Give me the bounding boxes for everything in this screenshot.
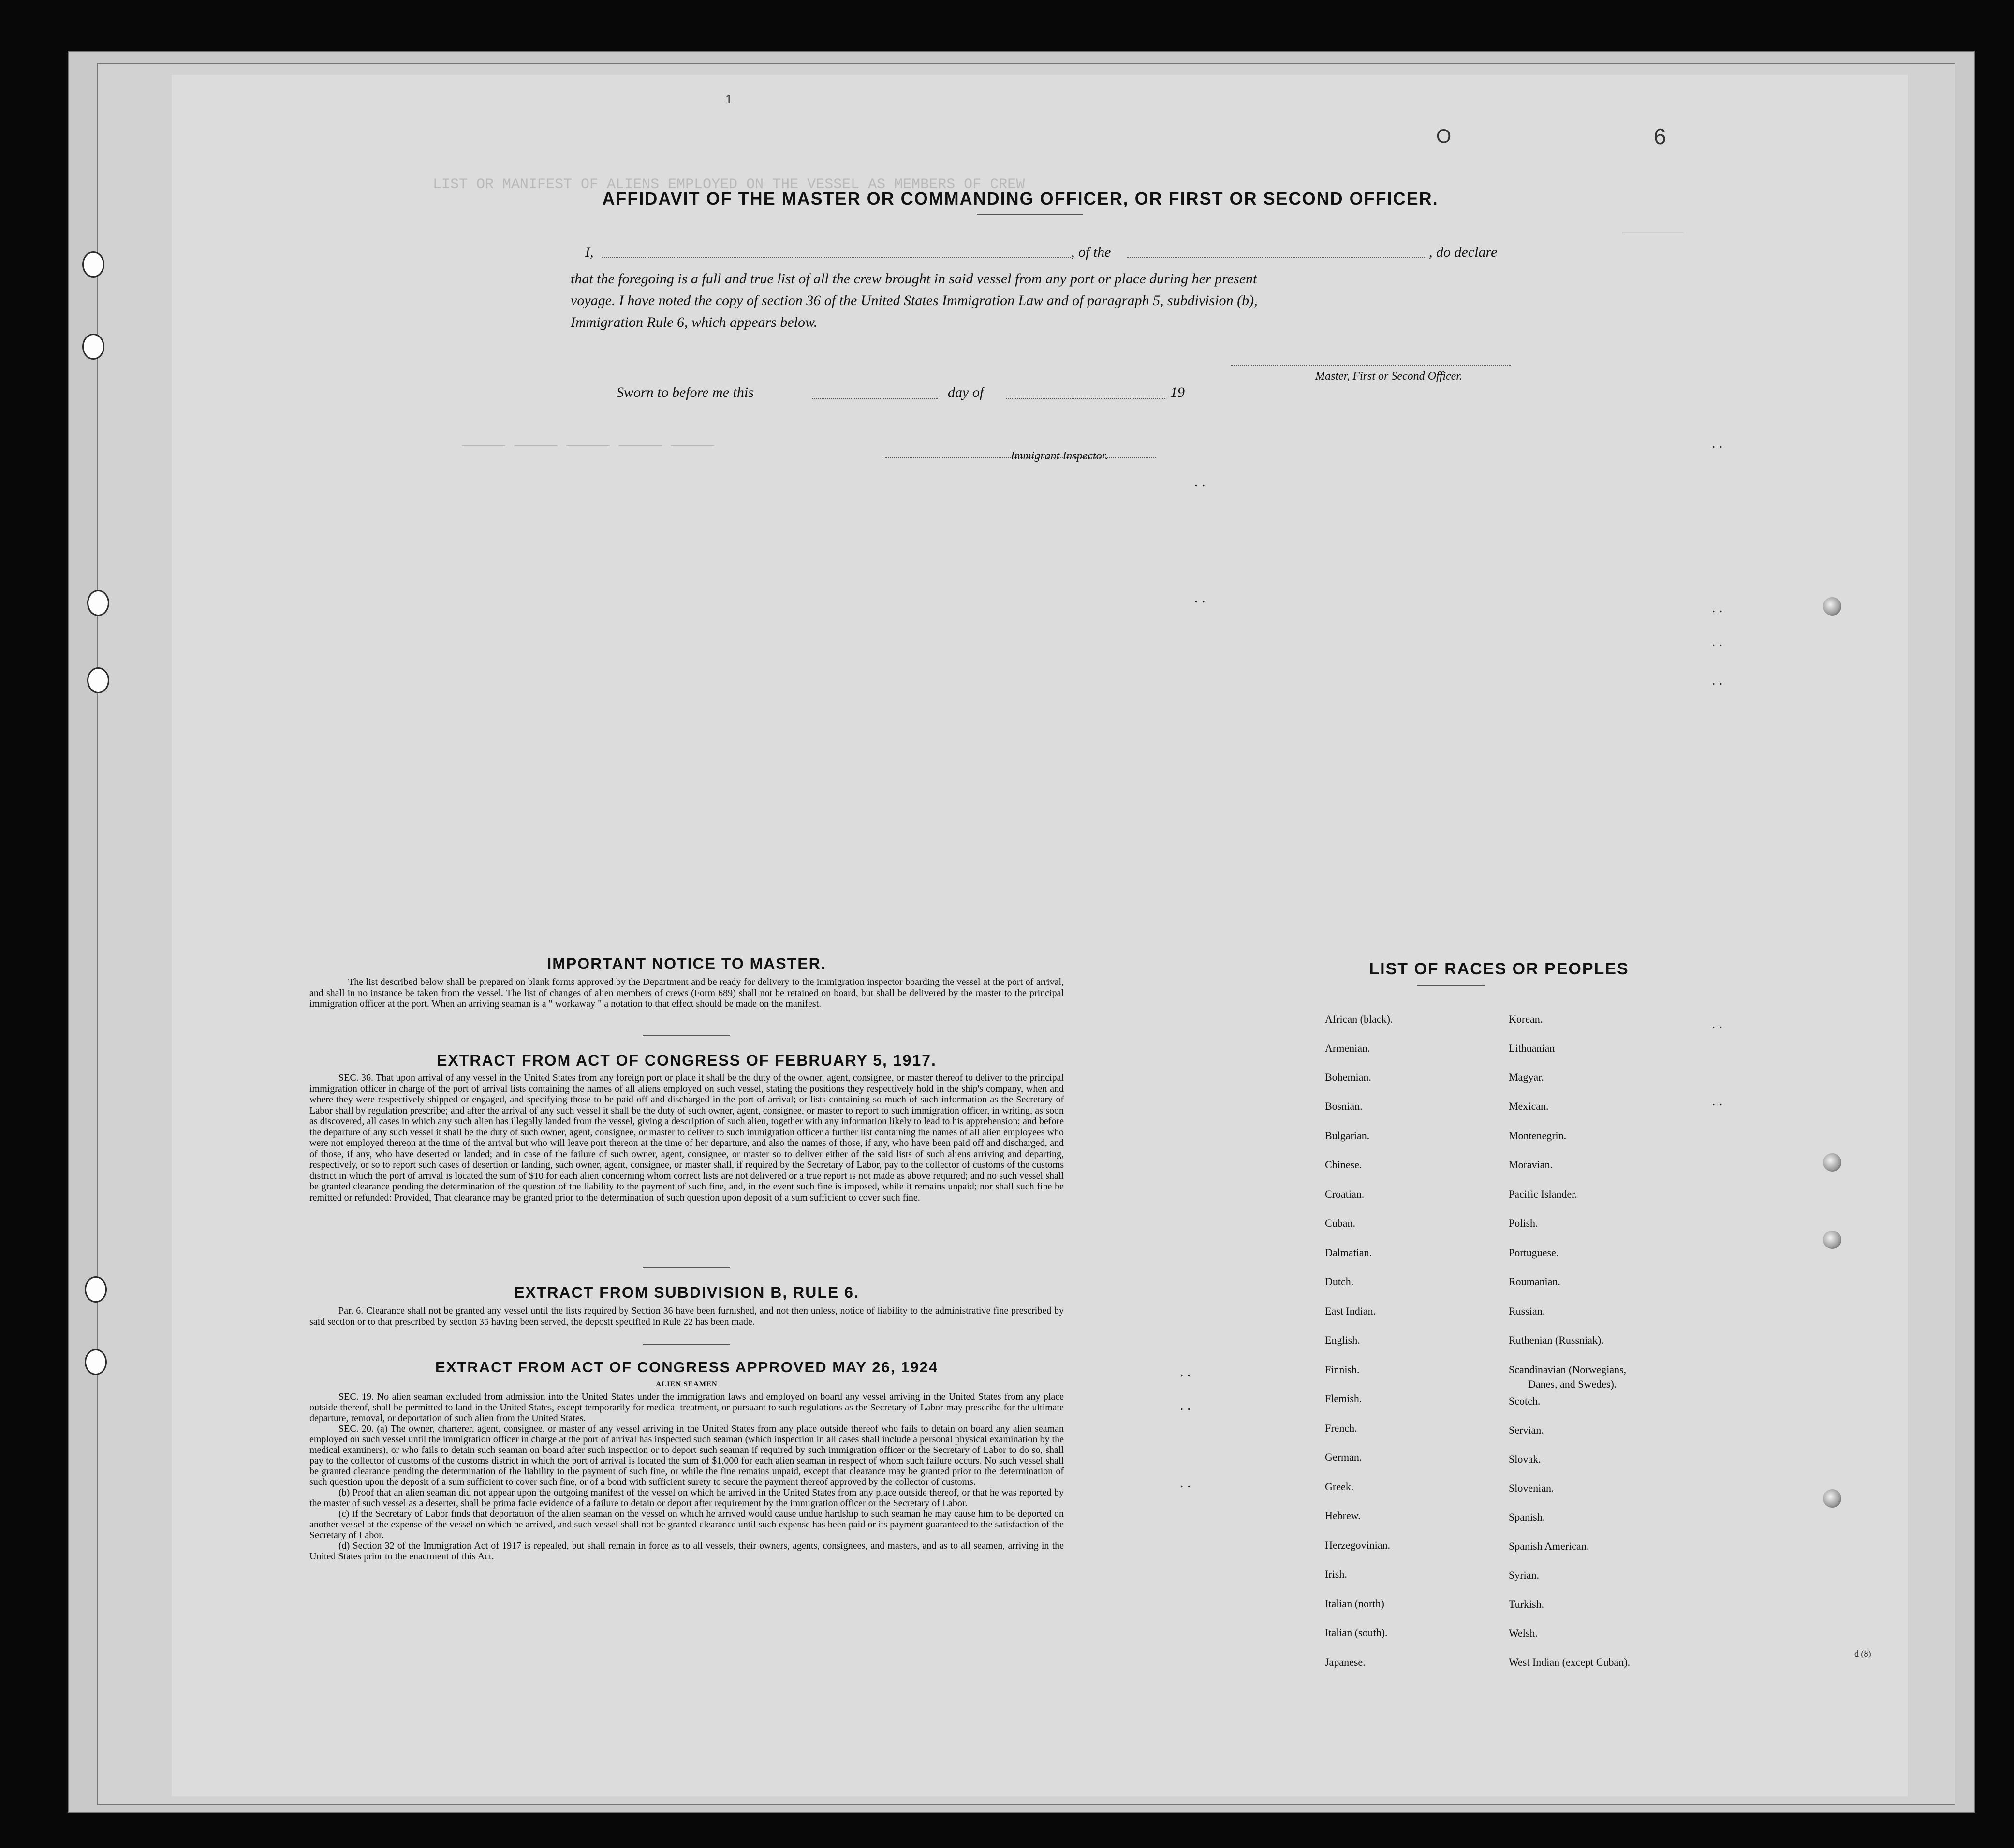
extract-1924-body [309,1392,1064,1562]
race-left: Finnish. [1325,1364,1360,1376]
binder-hole [85,1349,107,1375]
binder-hole [87,667,109,693]
notice-body: The list described below shall be prepared on blank forms approved by the Department and be ready for delivery to the immigration inspector boarding the vessel at the port of arrival, and shall in no instance be taken from the vessel. The list of changes of alien members of crews (Form 689) shall not be retained on board, but shall be delivered by the master to the principal immigration officer at the port. When an arriving seaman is a " workaway " a notation to that effect should be made on the manifest. [309,977,1064,1009]
race-left: French. [1325,1422,1357,1434]
race-right: Spanish. [1509,1511,1545,1523]
race-left: African (black). [1325,1013,1393,1025]
divider [643,1267,730,1268]
divider [977,214,1083,215]
race-right: Welsh. [1509,1627,1538,1639]
sec-19: SEC. 19. No alien seaman excluded from admission into the United States under the immigration laws and employed on board any vessel arriving in the United States from any place outside thereof, shall be permitted to land in the United States, except temporarily for medical treatment, or pursuant to such regulations as the Secretary of Labor may prescribe for the ultimate departure, removal, or deportation of such alien from the United States. [309,1392,1064,1423]
race-right: Moravian. [1509,1159,1553,1171]
divider [1417,985,1485,986]
extract-1917-title: EXTRACT FROM ACT OF CONGRESS OF FEBRUARY 5, 1917. [437,1052,937,1069]
bleed-through-text: LIST OR MANIFEST OF ALIENS EMPLOYED ON THE VESSEL AS MEMBERS OF CREW [433,176,1025,193]
binder-hole [85,1276,107,1303]
race-left: East Indian. [1325,1305,1376,1317]
tick-dots: . . [1194,590,1205,606]
extract-1917-body: SEC. 36. That upon arrival of any vessel in the United States from any foreign port or place it shall be the duty of the owner, agent, consignee, or master thereof to deliver to the principal immigration officer in charge of the port of arrival lists containing the names of all aliens employed on such vessel, stating the positions they respectively hold in the ship's company, when and where they were respectively shipped or engaged, and specifying those to be paid off and discharged in the port of arrival; or lists containing so much of such information as the Secretary of Labor shall by regulation prescribe; and after the arrival of any such vessel it shall be the duty of such owner, agent, consignee, or master to report to such immigration officer, in writing, as soon as discovered, all cases in which any such alien has illegally landed from the vessel, giving a description of such alien, together with any information likely to lead to his apprehension; and before the departure of any such vessel it shall be the duty of such owner, agent, consignee, or master to deliver to such immigration officer a further list containing the names of all alien employees who were not employed thereon at the time of the arrival but who will leave port thereon at the time of her departure, and also the names of those, if any, who have been paid off and discharged, and of those, if any, who have deserted or landed; and in case of the failure of such owner, agent, consignee, or master so to deliver either of the said lists of such aliens arriving and departing, respectively, or so to report such cases of desertion or landing, such owner, agent, consignee, or master shall, if required by the Secretary of Labor, pay to the collector of customs of the customs district in which the port of arrival is located the sum of $10 for each alien concerning whom correct lists are not delivered or a true report is not made as above required; and no such vessel shall be granted clearance pending the determination of the question of the liability to the payment of such fine, and, in the event such fine is imposed, while it remains unpaid; nor shall such fine be remitted or refunded: Provided, That clearance may be granted prior to the determination of such question upon deposit of a sum sufficient to cover such fine. [309,1072,1064,1203]
race-right: Portuguese. [1509,1247,1559,1259]
race-left: Hebrew. [1325,1510,1361,1522]
race-left: Bosnian. [1325,1100,1363,1112]
race-left: Dalmatian. [1325,1247,1372,1259]
affidavit-line2: that the foregoing is a full and true list of all the crew brought in said vessel from any port or place during her present [571,271,1257,287]
bottom-right-mark: d (8) [1854,1649,1871,1658]
affidavit-declare: , do declare [1429,244,1498,260]
affidavit-line3: voyage. I have noted the copy of section 36 of the United States Immigration Law and of paragraph 5, subdivision (b), [571,293,1258,308]
race-right: Turkish. [1509,1598,1544,1610]
binder-hole [82,251,104,278]
sec-20a: SEC. 20. (a) The owner, charterer, agent, consignee, or master of any vessel arriving in the United States from any place outside thereof who fails to detain on board any alien seaman employed on such vessel until the immigration officer in charge at the port of arrival has inspected such seaman (which inspection in all cases shall include a personal physical examination by the medical examiners), or who fails to detain such seaman on board after such inspection or to deport such seaman if required by such immigration officer or the Secretary of Labor to do so, shall pay to the collector of customs of the customs district in which the port of arrival is located the sum of $1,000 for each alien seaman in respect of whom such failure occurs. No such vessel shall be granted clearance pending the determination of the liability to the payment of such fine, or while the fine remains unpaid, except that clearance may be granted prior to the determination of such question upon the deposit of a sum sufficient to cover such fine, or of a bond with sufficient surety to secure the payment thereof approved by the collector of customs. [309,1423,1064,1487]
page-number-mark: 6 [1654,124,1666,149]
year-text: 19 [1170,384,1185,400]
race-right: Ruthenian (Russniak). [1509,1334,1604,1346]
race-left: Japanese. [1325,1656,1366,1668]
affidavit-i: I, [585,244,594,260]
race-right: Korean. [1509,1013,1543,1025]
race-left: Herzegovinian. [1325,1539,1390,1551]
extract-1924-subtitle: ALIEN SEAMEN [656,1380,718,1388]
tick-dots: . . [1712,633,1723,649]
race-left: Dutch. [1325,1276,1354,1288]
race-right: Scandinavian (Norwegians, [1509,1364,1627,1376]
race-right: Servian. [1509,1424,1544,1436]
sworn-text: Sworn to before me this [617,384,754,400]
race-left: German. [1325,1451,1362,1463]
left-edge-mark: 1 [725,92,733,106]
race-left: English. [1325,1334,1360,1346]
inspector-label: Immigrant Inspector. [1011,450,1108,462]
tick-dots: . . [1194,474,1205,490]
name-blank [602,257,1071,258]
binder-hole [1823,1489,1841,1508]
sec-20b: (b) Proof that an alien seaman did not appear upon the outgoing manifest of the vessel on which he arrived in the United States from any place outside thereof, or that he was reported by the master of such vessel as a deserter, shall be prima facie evidence of a failure to detain or deport after requirement by the immigration officer or the Secretary of Labor. [309,1487,1064,1509]
binder-hole [87,590,109,616]
tick-dots: . . [1180,1364,1191,1379]
race-right: Montenegrin. [1509,1129,1567,1142]
race-right: West Indian (except Cuban). [1509,1656,1631,1668]
tick-dots: . . [1712,1093,1723,1109]
race-right: Danes, and Swedes). [1528,1378,1617,1390]
race-left: Armenian. [1325,1042,1370,1054]
binder-hole [1823,597,1841,616]
race-left: Bohemian. [1325,1071,1371,1083]
race-left: Bulgarian. [1325,1129,1370,1142]
divider [643,1035,730,1036]
tick-dots: . . [1712,672,1723,688]
master-signature-line [1231,365,1511,366]
extract-rule6-title: EXTRACT FROM SUBDIVISION B, RULE 6. [514,1284,859,1301]
race-right: Spanish American. [1509,1540,1589,1552]
race-right: Syrian. [1509,1569,1539,1581]
race-right: Lithuanian [1509,1042,1555,1054]
races-title: LIST OF RACES OR PEOPLES [1369,960,1629,978]
race-left: Chinese. [1325,1159,1362,1171]
affidavit-line4: Immigration Rule 6, which appears below. [571,314,818,330]
sec-20d: (d) Section 32 of the Immigration Act of 1917 is repealed, but shall remain in force as to all vessels, their owners, agents, consignees, and masters, and as to all seamen, arriving in the United States prior to the enactment of this Act. [309,1540,1064,1562]
race-left: Italian (south). [1325,1627,1388,1639]
binder-hole [82,334,104,360]
race-right: Scotch. [1509,1395,1541,1407]
race-left: Croatian. [1325,1188,1365,1200]
tick-dots: . . [1180,1397,1191,1413]
tick-dots: . . [1180,1475,1191,1491]
binder-hole [1823,1153,1841,1172]
day-of-text: day of [948,384,984,400]
race-right: Magyar. [1509,1071,1544,1083]
race-right: Slovenian. [1509,1482,1554,1494]
race-left: Italian (north) [1325,1598,1384,1610]
race-left: Greek. [1325,1481,1354,1493]
sec-20c: (c) If the Secretary of Labor finds that deportation of the alien seaman on the vessel on which he arrived would cause undue hardship to such seaman he may cause him to be deported on another vessel at the expense of the vessel on which he arrived, and such vessel shall not be granted clearance until such expense has been paid or its payment guaranteed to the satisfaction of the Secretary of Labor. [309,1509,1064,1540]
race-left: Cuban. [1325,1217,1355,1229]
day-blank [812,398,938,399]
binder-hole [1823,1231,1841,1249]
race-right: Roumanian. [1509,1276,1560,1288]
vessel-blank [1127,257,1426,258]
notice-title: IMPORTANT NOTICE TO MASTER. [547,955,826,972]
race-right: Mexican. [1509,1100,1549,1112]
race-right: Polish. [1509,1217,1538,1229]
tick-dots: . . [1712,1015,1723,1031]
affidavit-of-the: , of the [1071,244,1111,260]
corner-circle-mark: O [1436,126,1452,147]
race-right: Pacific Islander. [1509,1188,1577,1200]
race-left: Irish. [1325,1568,1347,1580]
race-right: Slovak. [1509,1453,1541,1465]
race-right: Russian. [1509,1305,1545,1317]
bleed-through-text: _______ [1622,220,1684,236]
bleed-through-text: _____ _____ _____ _____ _____ [462,433,715,449]
divider [643,1344,730,1345]
affidavit-title: AFFIDAVIT OF THE MASTER OR COMMANDING OFFICER, OR FIRST OR SECOND OFFICER. [602,189,1439,208]
extract-1924-title: EXTRACT FROM ACT OF CONGRESS APPROVED MAY 26, 1924 [435,1359,938,1376]
extract-rule6-body: Par. 6. Clearance shall not be granted any vessel until the lists required by Section 36 have been furnished, and not then unless, notice of liability to the administrative fine prescribed by said section or to that prescribed by section 35 having been served, the deposit specified in Rule 22 has been made. [309,1305,1064,1327]
master-label: Master, First or Second Officer. [1315,370,1462,382]
race-left: Flemish. [1325,1393,1362,1405]
month-blank [1006,398,1165,399]
tick-dots: . . [1712,435,1723,451]
tick-dots: . . [1712,600,1723,616]
